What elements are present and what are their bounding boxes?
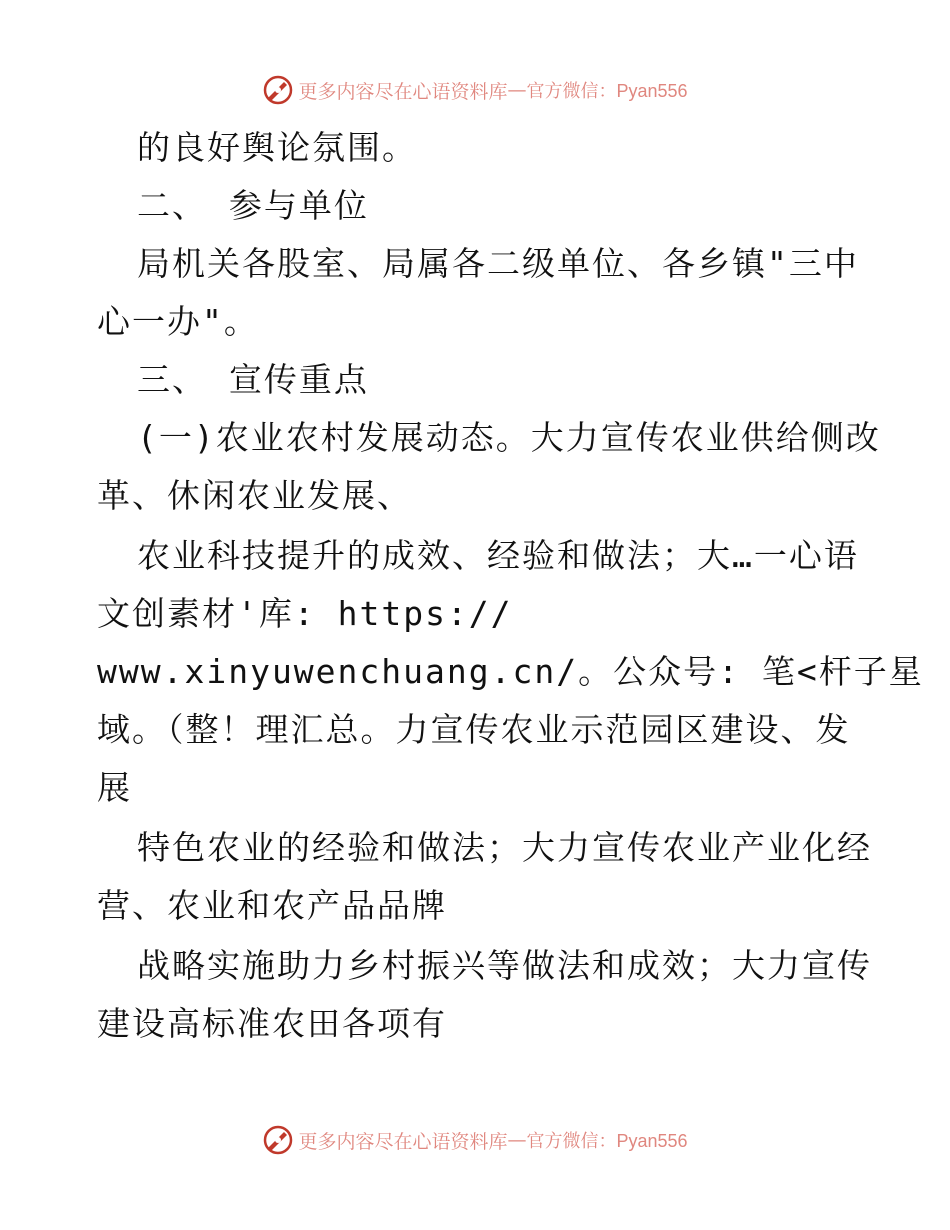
text-line: 展 [97,768,132,807]
header-separator: — [507,79,527,101]
text-line: 心一办"。 [97,302,259,341]
section-heading: 二、 参与单位 [137,186,369,225]
section-heading: 三、 宣传重点 [137,360,369,399]
page-footer-banner [0,1122,950,1158]
text-line: www.xinyuwenchuang.cn/。公众号: 笔<杆子星 [97,652,924,691]
text-line: 营、农业和农产品品牌 [97,886,447,925]
text-line: 的良好舆论氛围。 [137,128,417,167]
text-line: 战略实施助力乡村振兴等做法和成效；大力宣传 [137,946,872,985]
text-line: 建设高标准农田各项有 [97,1004,447,1043]
footer-site-text: 更多内容尽在心语资料库 [298,1130,508,1153]
text-line: 域。（整！理汇总。力宣传农业示范园区建设、发 [97,710,851,749]
text-line: (一)农业农村发展动态。大力宣传农业供给侧改 [137,418,881,457]
pen-logo-icon [262,74,294,106]
page-header-banner [0,72,950,108]
text-line: 农业科技提升的成效、经验和做法；大…一心语 [137,536,859,575]
header-wechat-text: 官方微信：Pyan556 [526,81,688,101]
text-line: 特色农业的经验和做法；大力宣传农业产业化经 [137,828,872,867]
pen-logo-icon [262,1124,294,1156]
text-line: 革、休闲农业发展、 [97,476,412,515]
footer-separator: — [507,1129,527,1151]
header-site-text: 更多内容尽在心语资料库 [298,80,508,103]
text-line: 文创素材'库: https:// [97,594,513,633]
text-line: 局机关各股室、局属各二级单位、各乡镇"三中 [137,244,859,283]
footer-wechat-text: 官方微信：Pyan556 [526,1131,688,1151]
